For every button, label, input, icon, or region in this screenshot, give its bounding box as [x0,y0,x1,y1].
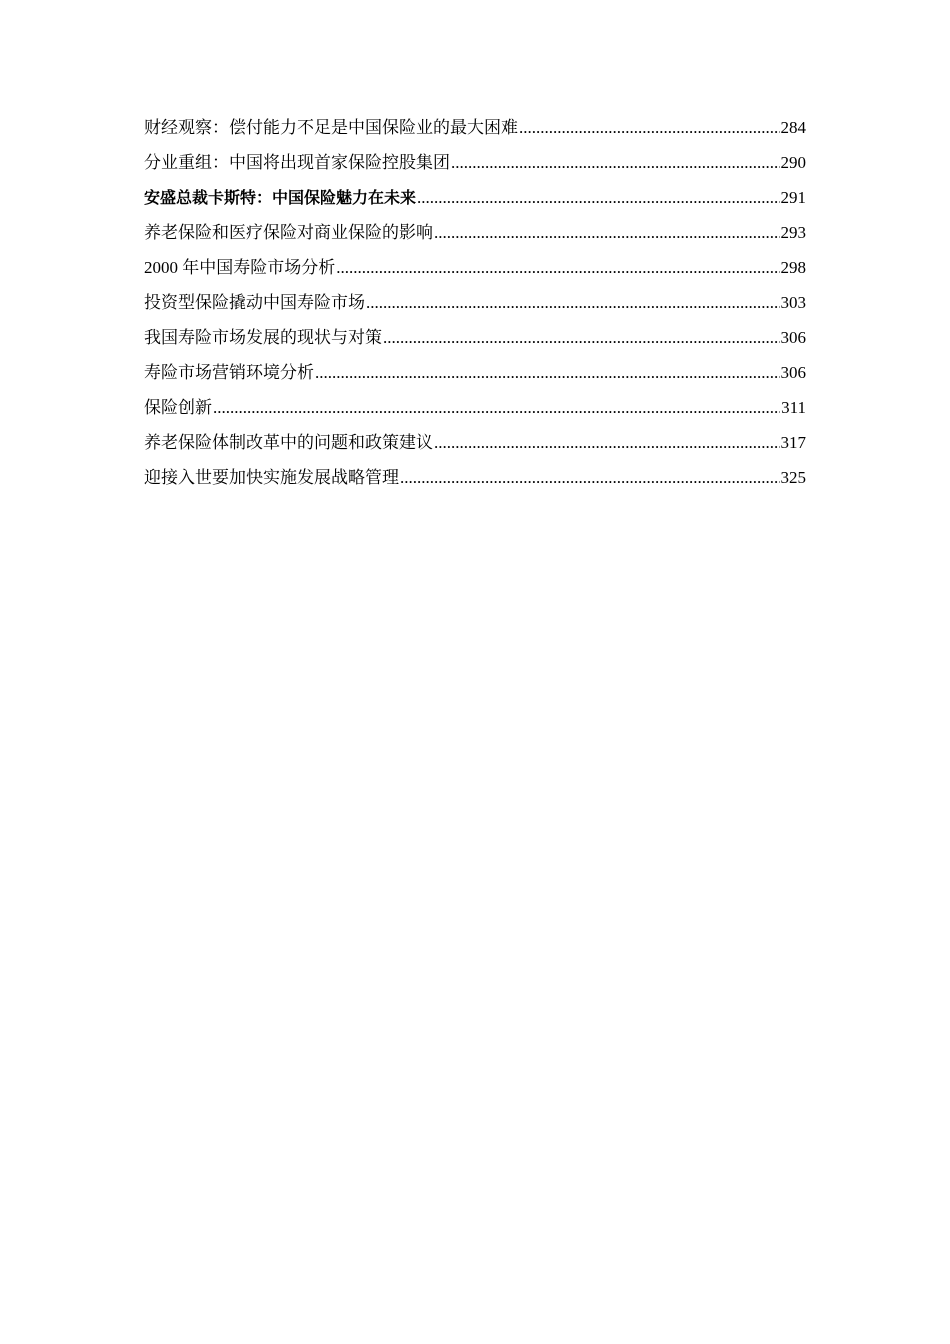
table-of-contents [144,110,806,495]
toc-entry[interactable] [144,250,806,285]
toc-dot-leader [383,320,780,355]
toc-entry-title: 保险创新 [144,398,212,417]
toc-entry[interactable] [144,215,806,250]
toc-entry[interactable] [144,460,806,495]
toc-dot-leader [434,215,780,250]
toc-entry[interactable] [144,285,806,320]
toc-entry[interactable] [144,320,806,355]
toc-entry[interactable] [144,390,806,425]
toc-entry-title: 我国寿险市场发展的现状与对策 [144,328,382,347]
toc-entry-title: 2000 年中国寿险市场分析 [144,258,336,277]
toc-entry-page-number: 325 [780,468,806,487]
toc-dot-leader [519,110,780,145]
toc-entry[interactable] [144,425,806,460]
toc-entry-title: 寿险市场营销环境分析 [144,363,314,382]
toc-entry-page-number: 298 [780,258,806,277]
toc-entry-title: 养老保险和医疗保险对商业保险的影响 [144,223,433,242]
toc-entry-page-number: 290 [780,153,806,172]
toc-dot-leader [366,285,780,320]
toc-dot-leader [434,425,780,460]
toc-entry-page-number: 317 [780,433,806,452]
toc-entry[interactable] [144,145,806,180]
toc-entry[interactable] [144,180,806,215]
toc-entry[interactable] [144,355,806,390]
toc-entry-title: 迎接入世要加快实施发展战略管理 [144,468,399,487]
toc-entry-page-number: 303 [780,293,806,312]
toc-entry-title: 养老保险体制改革中的问题和政策建议 [144,433,433,452]
toc-entry-title: 投资型保险撬动中国寿险市场 [144,293,365,312]
toc-entry-page-number: 311 [781,398,806,417]
toc-entry-page-number: 306 [780,328,806,347]
toc-entry-title: 分业重组：中国将出现首家保险控股集团 [144,153,450,172]
toc-entry-page-number: 293 [780,223,806,242]
toc-entry-page-number: 291 [780,188,806,207]
toc-dot-leader [315,355,780,390]
toc-dot-leader [213,390,780,425]
toc-entry-page-number: 284 [780,118,806,137]
toc-entry-title: 安盛总裁卡斯特：中国保险魅力在未来 [144,188,417,207]
toc-entry-title: 财经观察：偿付能力不足是中国保险业的最大困难 [144,118,518,137]
toc-dot-leader [417,180,779,215]
toc-dot-leader [400,460,780,495]
toc-dot-leader [336,250,779,285]
toc-dot-leader [451,145,780,180]
toc-entry[interactable] [144,110,806,145]
toc-entry-page-number: 306 [780,363,806,382]
